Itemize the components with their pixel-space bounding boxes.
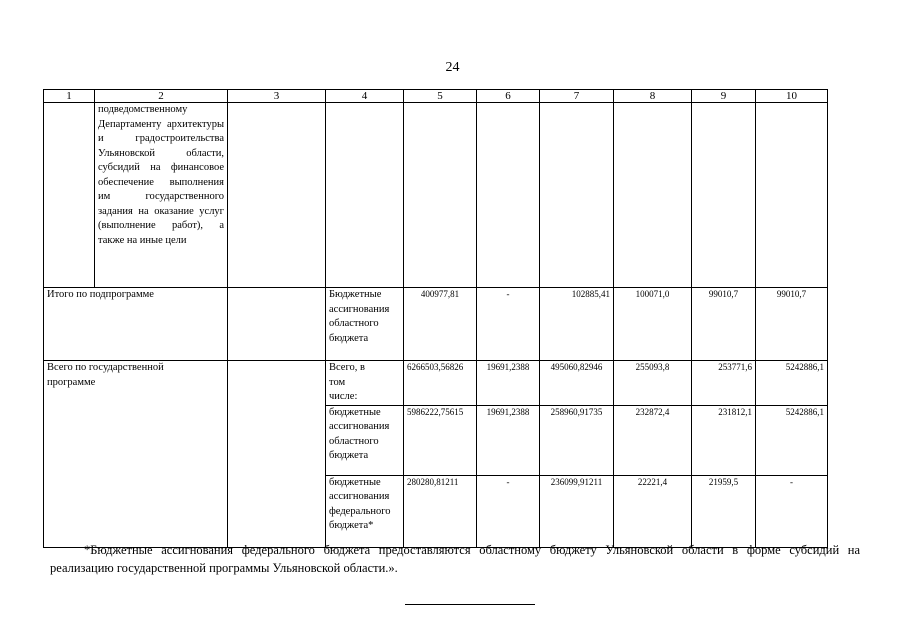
value-cell: 102885,41: [540, 288, 614, 361]
column-number: 1: [44, 90, 95, 103]
value-cell: 21959,5: [692, 475, 756, 547]
column-number: 10: [756, 90, 828, 103]
footnote: *Бюджетные ассигнования федерального бюджета предоставляются областному бюджету Ульяновской области в форме субсидий на реализацию государственной программы Ульяновской области.».: [50, 543, 860, 575]
funding-source: Бюджетные ассигнования областного бюджета: [326, 288, 404, 361]
value-cell: -: [477, 475, 540, 547]
subprogram-total-label: Итого по подпрограмме: [44, 288, 228, 361]
continuation-text: подведомственному Департаменту архитектуры и градостроительства Ульяновской области, субсидий на финансовое обеспечение выполнения им государственного задания на оказание услуг (выполнение работ), а также на иные цели: [95, 103, 228, 288]
program-total-row: [44, 361, 828, 406]
subprogram-total-row: [44, 288, 828, 361]
value-cell: 258960,91735: [540, 405, 614, 475]
column-number: 9: [692, 90, 756, 103]
program-total-label: Всего по государственной программе: [44, 361, 228, 548]
value-cell: 280280,81211: [404, 475, 477, 547]
funding-source: Всего, в том числе:: [326, 361, 404, 406]
value-cell: 232872,4: [614, 405, 692, 475]
budget-table: [43, 89, 828, 548]
value-cell: 400977,81: [404, 288, 477, 361]
column-number: 4: [326, 90, 404, 103]
column-number: 6: [477, 90, 540, 103]
value-cell: 99010,7: [692, 288, 756, 361]
funding-source: бюджетные ассигнования областного бюджета: [326, 405, 404, 475]
column-number: 3: [228, 90, 326, 103]
funding-source: бюджетные ассигнования федерального бюджета*: [326, 475, 404, 547]
value-cell: 236099,91211: [540, 475, 614, 547]
column-number: 7: [540, 90, 614, 103]
value-cell: 231812,1: [692, 405, 756, 475]
column-number: 2: [95, 90, 228, 103]
value-cell: 19691,2388: [477, 361, 540, 406]
value-cell: 99010,7: [756, 288, 828, 361]
value-cell: -: [477, 288, 540, 361]
closing-rule: [405, 604, 535, 605]
value-cell: 255093,8: [614, 361, 692, 406]
value-cell: 5986222,75615: [404, 405, 477, 475]
value-cell: 22221,4: [614, 475, 692, 547]
column-number-row: [44, 90, 828, 103]
value-cell: 5242886,1: [756, 405, 828, 475]
value-cell: 253771,6: [692, 361, 756, 406]
column-number: 5: [404, 90, 477, 103]
value-cell: 6266503,56826: [404, 361, 477, 406]
page-number: 24: [445, 60, 460, 75]
value-cell: -: [756, 475, 828, 547]
value-cell: 5242886,1: [756, 361, 828, 406]
continuation-row: [44, 103, 828, 288]
value-cell: 19691,2388: [477, 405, 540, 475]
column-number: 8: [614, 90, 692, 103]
value-cell: 100071,0: [614, 288, 692, 361]
value-cell: 495060,82946: [540, 361, 614, 406]
